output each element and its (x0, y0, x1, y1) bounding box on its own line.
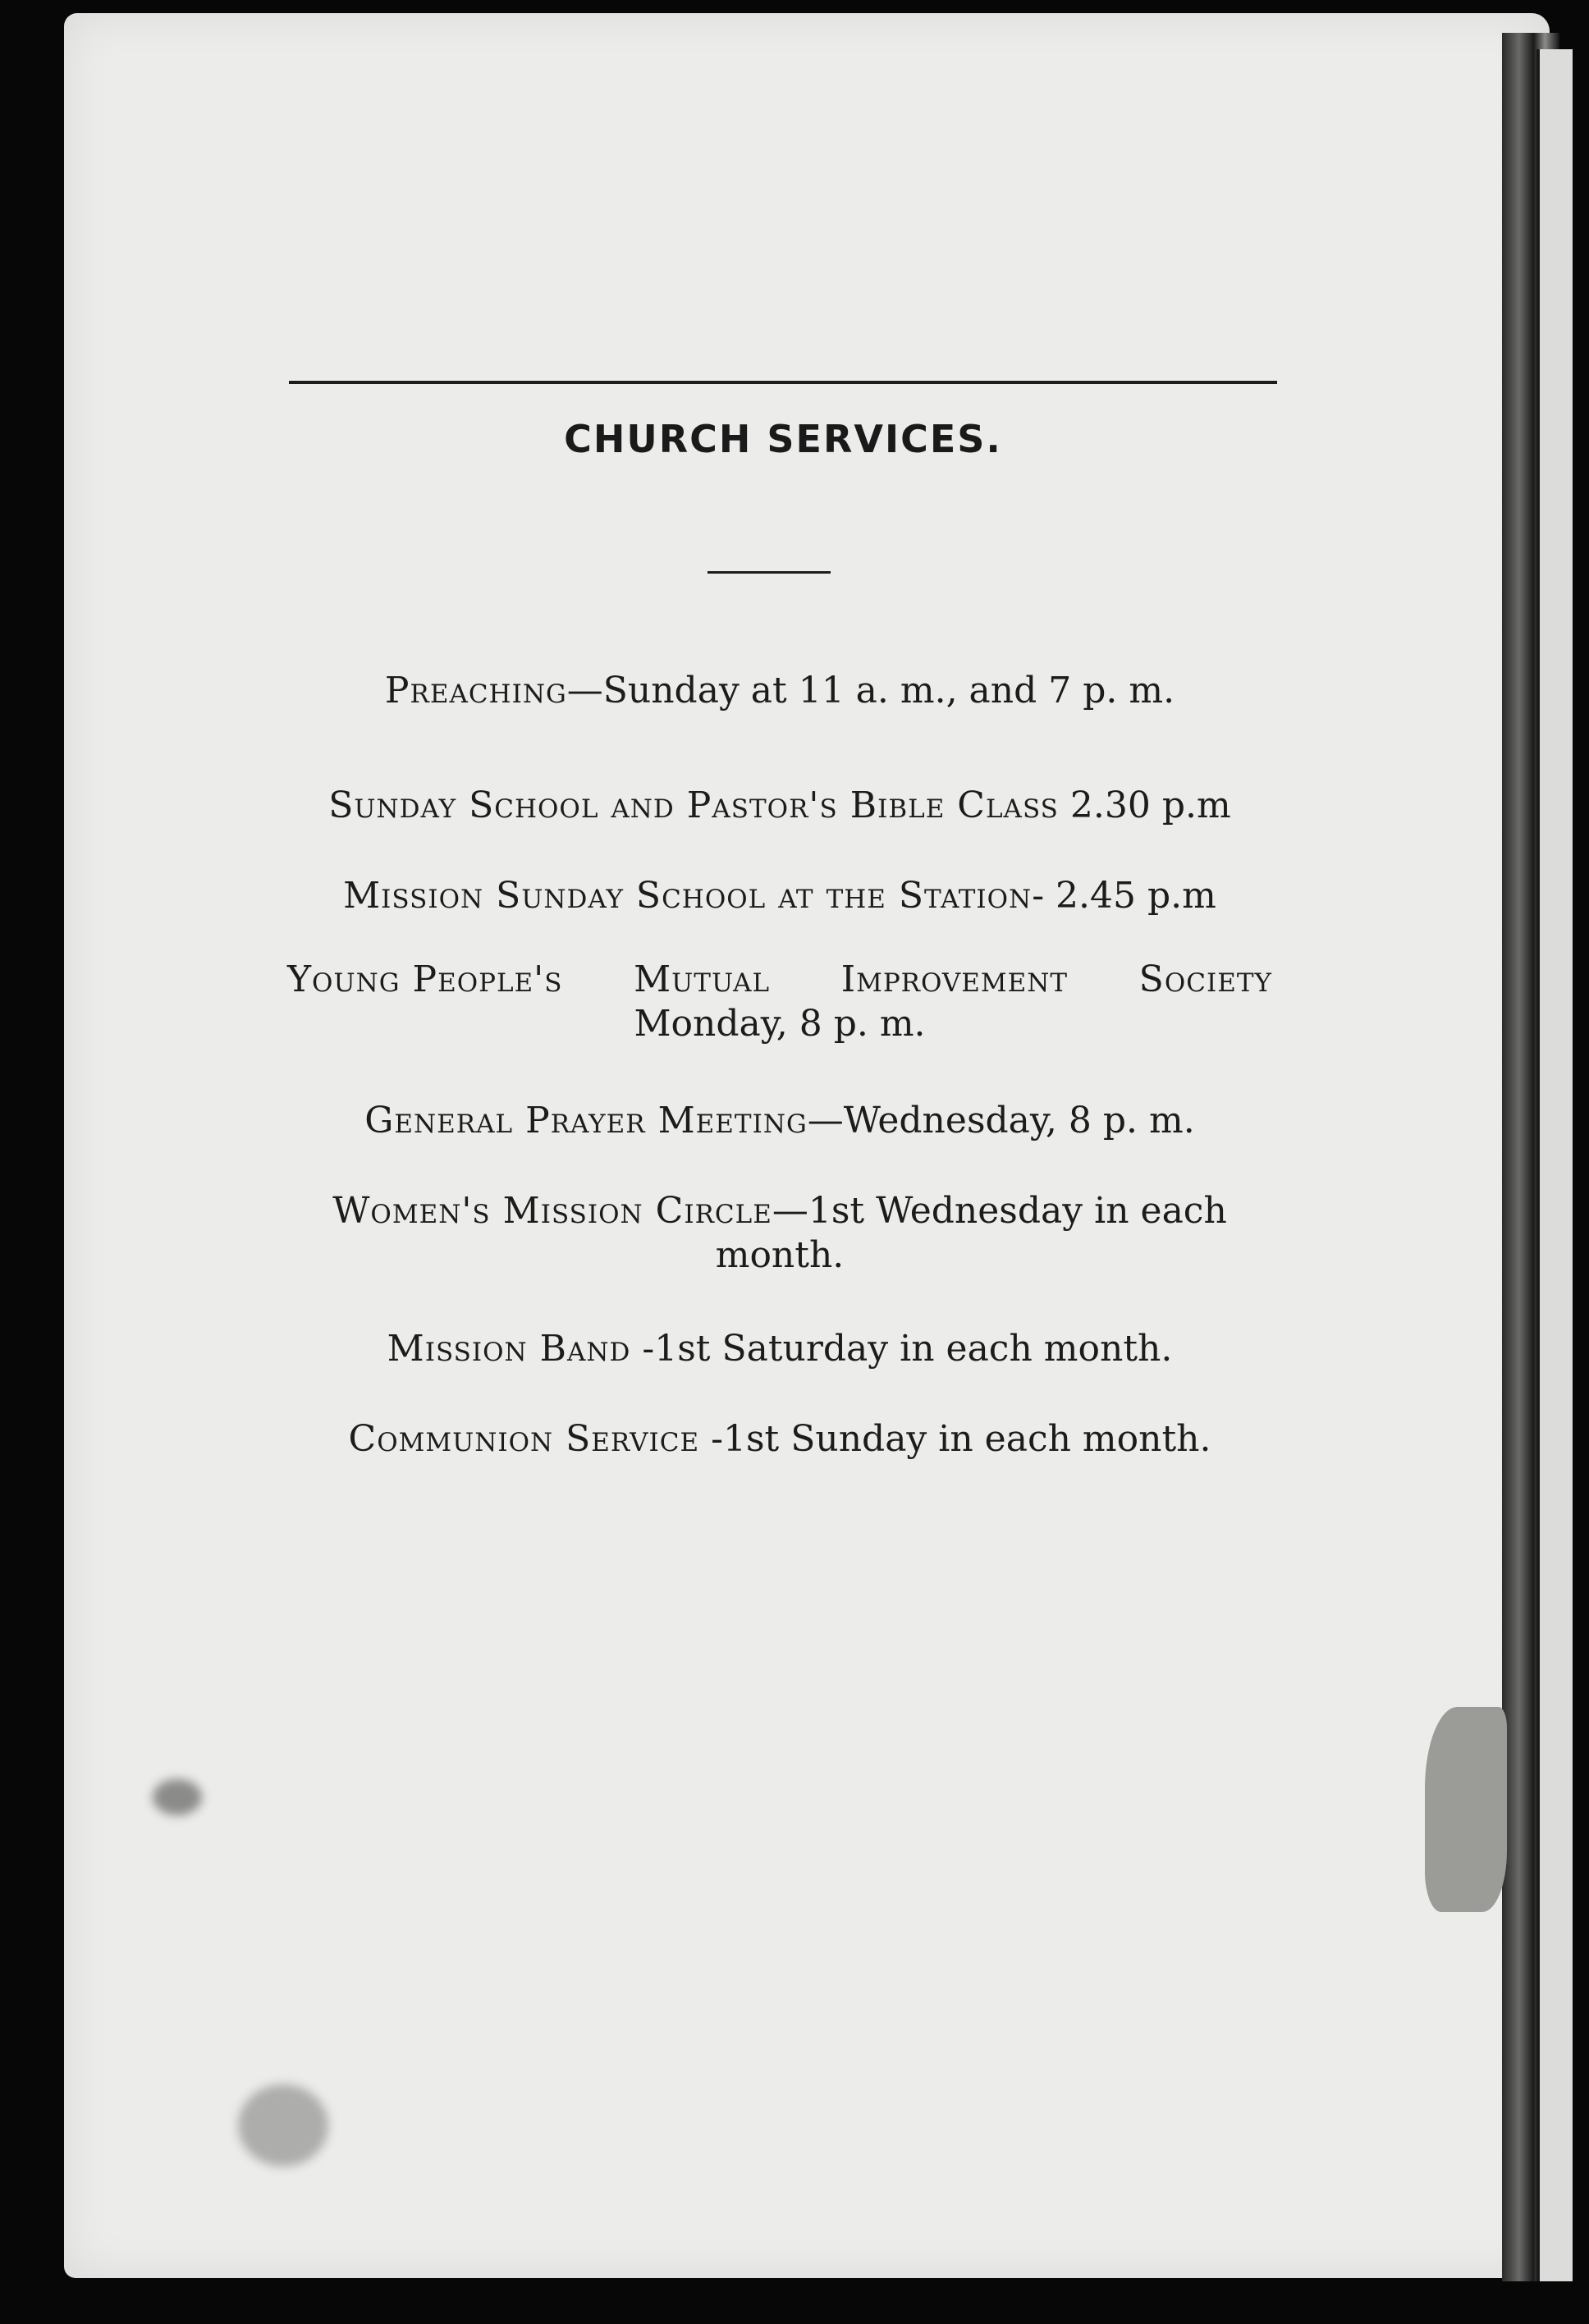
service-detail: 2.45 p.m (1056, 875, 1216, 917)
service-name-part: Young People's (287, 958, 563, 1000)
service-sep: — (807, 1100, 844, 1141)
service-detail: Monday, 8 p. m. (634, 1003, 926, 1045)
ink-spot (153, 1779, 202, 1815)
service-name: General Prayer Meeting (364, 1100, 808, 1141)
service-sep: - (1032, 875, 1056, 917)
ink-spot (238, 2084, 328, 2166)
document-page (64, 13, 1550, 2278)
service-detail: 1st Wednesday in each (808, 1190, 1227, 1232)
service-sep: — (566, 670, 603, 711)
title-underline (707, 571, 831, 574)
service-sep: - (630, 1328, 655, 1370)
service-name: Communion Service (348, 1418, 700, 1460)
service-sep: — (772, 1190, 808, 1232)
service-name: Preaching (384, 670, 567, 711)
service-name: Mission Band (387, 1328, 631, 1370)
service-line-sunday-school (230, 785, 1330, 826)
service-sep: - (699, 1418, 723, 1460)
service-line-womens-circle (230, 1190, 1330, 1232)
service-detail: Sunday at 11 a. m., and 7 p. m. (602, 670, 1175, 711)
service-line-prayer-meeting (230, 1100, 1330, 1141)
service-line-preaching (230, 670, 1330, 711)
service-name: Sunday School and Pastor's Bible Class (328, 785, 1059, 826)
service-detail-continued: month. (715, 1234, 845, 1276)
service-line-mission-band (230, 1328, 1330, 1370)
service-line-young-peoples-detail (230, 1003, 1330, 1045)
service-line-womens-circle-detail (230, 1234, 1330, 1276)
facing-page-edge (1536, 49, 1573, 2281)
page-title: CHURCH SERVICES. (564, 417, 1002, 461)
top-rule (289, 381, 1277, 384)
service-name-part: Improvement (840, 958, 1069, 1000)
service-sep (1059, 785, 1070, 826)
service-line-young-peoples (230, 958, 1330, 1000)
service-line-communion (230, 1418, 1330, 1460)
page-tear (1425, 1707, 1507, 1912)
service-detail: 1st Saturday in each month. (654, 1328, 1173, 1370)
service-line-mission-sunday-school (230, 875, 1330, 917)
service-detail: 2.30 p.m (1069, 785, 1231, 826)
service-name-part: Society (1138, 958, 1272, 1000)
service-name: Women's Mission Circle (332, 1190, 772, 1232)
service-detail: 1st Sunday in each month. (722, 1418, 1211, 1460)
service-name: Mission Sunday School at the Station (343, 875, 1033, 917)
service-detail: Wednesday, 8 p. m. (843, 1100, 1195, 1141)
service-name-part: Mutual (634, 958, 771, 1000)
